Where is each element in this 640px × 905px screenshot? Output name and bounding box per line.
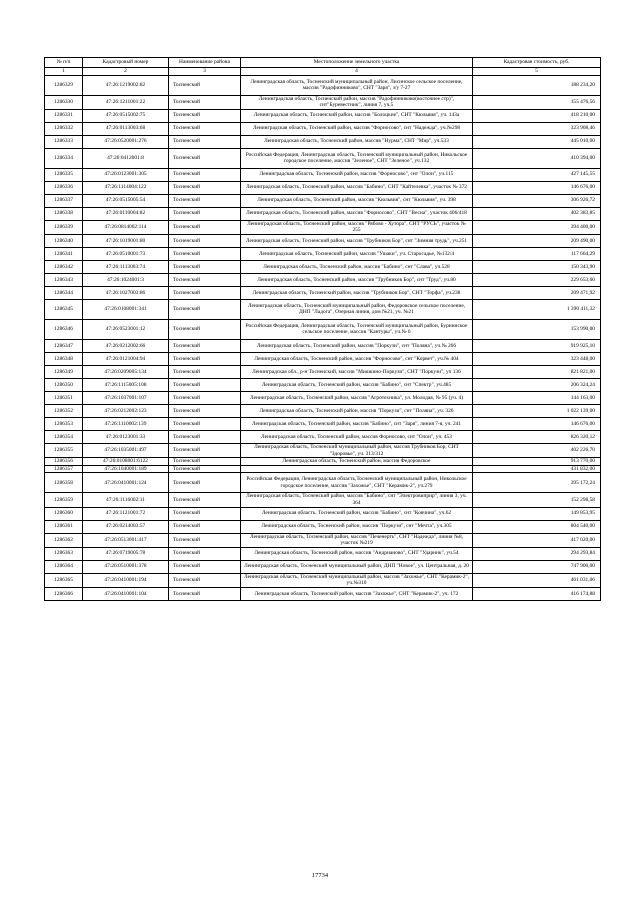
district-name-cell: Тосненский (169, 95, 241, 109)
district-name-cell: Тосненский (169, 473, 241, 493)
cadastral-cost-cell: 206 324,24 (473, 378, 601, 391)
row-number-cell: 1286366 (45, 587, 83, 600)
row-number-cell: 1286352 (45, 404, 83, 417)
table-row (45, 443, 601, 457)
cadastral-number-cell: 47:26:0510001:73 (83, 247, 169, 260)
table-row (45, 148, 601, 168)
table-row (45, 135, 601, 148)
cadastral-number-cell: 47:26:1116002:11 (83, 493, 169, 507)
cadastral-cost-cell: 804 540,00 (473, 520, 601, 533)
location-cell: Ленинградская область, Тосненский район, массив "Форносово", снт "Надежда", уч.№298 (241, 122, 473, 135)
district-name-cell: Тосненский (169, 352, 241, 365)
row-number-cell: 1286331 (45, 109, 83, 122)
table-row (45, 220, 601, 234)
cadastral-cost-cell: 1 022 139,00 (473, 404, 601, 417)
district-name-cell: Тосненский (169, 260, 241, 273)
district-name-cell: Тосненский (169, 286, 241, 299)
cadastral-cost-cell: 410 394,00 (473, 148, 601, 168)
table-row (45, 430, 601, 443)
cadastral-number-cell: 47:26:1037001:107 (83, 391, 169, 404)
location-cell: Ленинградская обл., р-н Тосненский, массив "Мишкино-Поркузи", СНТ "Поркузи", уч 136 (241, 365, 473, 378)
row-number-cell: 1286336 (45, 181, 83, 194)
district-name-cell: Тосненский (169, 220, 241, 234)
location-cell: Ленинградская область, Тосненский район, массив "Рябово - Хутора", СНТ "РУСЬ", участок № 255 (241, 220, 473, 234)
cadastral-number-cell: 47:26:0515005:54 (83, 194, 169, 207)
district-name-cell: Тосненский (169, 319, 241, 339)
cadastral-cost-cell: 150 343,90 (473, 260, 601, 273)
row-number-cell: 1286357 (45, 465, 83, 473)
location-cell: Ленинградская область, Тосненский район, массив "Форносово", снт "Корвет", уч.№ 404 (241, 352, 473, 365)
cadastral-cost-cell: 826 320,12 (473, 430, 601, 443)
location-cell: Ленинградская область, Тосненский район, массив "Бабино", снт "Слава", уч.528 (241, 260, 473, 273)
district-name-cell: Тосненский (169, 417, 241, 430)
district-name-cell: Тосненский (169, 391, 241, 404)
cadastral-number-cell: 47:26:0523001:12 (83, 319, 169, 339)
cadastral-cost-cell: 294 293,84 (473, 547, 601, 560)
column-index-2: 2 (83, 68, 169, 76)
location-cell: Ленинградская область, Тосненский район, массив "Бабино", снт "Электровиприр", линия 3, уч. 364 (241, 493, 473, 507)
district-name-cell: Тосненский (169, 273, 241, 286)
location-cell: Ленинградская область, Тосненский район, массив "Болоцкие", СНТ "Кюльвия", уч. 143а (241, 109, 473, 122)
table-row (45, 95, 601, 109)
cadastral-value-table-sheet (44, 57, 600, 601)
district-name-cell: Тосненский (169, 194, 241, 207)
table-row (45, 122, 601, 135)
table-row (45, 493, 601, 507)
row-number-cell: 1286344 (45, 286, 83, 299)
location-cell: Российская Федерация, Ленинградская область,Тосненский муниципальный район, Никольское городское поселение, массив "Захожье", СНТ "Керамик-2", уч.279 (241, 473, 473, 493)
cadastral-cost-cell: 146 676,00 (473, 417, 601, 430)
cadastral-cost-cell: 913 770,00 (473, 458, 601, 466)
row-number-cell: 1286365 (45, 573, 83, 587)
district-name-cell: Тосненский (169, 234, 241, 247)
cadastral-number-cell: 47:26:0108001:341 (83, 299, 169, 319)
table-row (45, 339, 601, 352)
table-row (45, 520, 601, 533)
cadastral-cost-cell: 919 925,10 (473, 339, 601, 352)
cadastral-cost-cell: 402 383,85 (473, 207, 601, 220)
cadastral-cost-cell: 445 010,00 (473, 135, 601, 148)
cadastral-cost-cell: 461 031,06 (473, 573, 601, 587)
table-row (45, 181, 601, 194)
page-number: 17734 (311, 872, 329, 879)
table-row (45, 260, 601, 273)
row-number-cell: 1286359 (45, 493, 83, 507)
cadastral-number-cell: 47:26:0209005:134 (83, 365, 169, 378)
location-cell: Ленинградская область, Тосненский район, массив "Поркузи", снт "Поляна", уч. 326 (241, 404, 473, 417)
district-name-cell: Тосненский (169, 365, 241, 378)
table-row (45, 391, 601, 404)
table-row (45, 587, 601, 600)
cadastral-number-cell: 47:26:0212002:66 (83, 339, 169, 352)
location-cell: Ленинградская область, Тосненский район, массив "Форносово", снт "Олон", уч.115 (241, 168, 473, 181)
row-number-cell: 1286330 (45, 95, 83, 109)
table-row (45, 247, 601, 260)
cadastral-cost-cell: 117 664,29 (473, 247, 601, 260)
district-name-cell: Тосненский (169, 520, 241, 533)
table-body (45, 75, 601, 600)
cadastral-number-cell: 47:26:0719005:78 (83, 547, 169, 560)
cadastral-number-cell: 47:26:0412001:8 (83, 148, 169, 168)
location-cell: Ленинградская область, Тосненский район, массив "Бабино", снт "Заря", линия 7-я, уч. 241 (241, 417, 473, 430)
district-name-cell: Тосненский (169, 247, 241, 260)
row-number-cell: 1286363 (45, 547, 83, 560)
district-name-cell: Тосненский (169, 507, 241, 520)
table-row (45, 378, 601, 391)
cadastral-number-cell: 47:26:0410001:104 (83, 587, 169, 600)
cadastral-cost-cell: 152 298,58 (473, 493, 601, 507)
table-header-row (45, 58, 601, 68)
table-row (45, 319, 601, 339)
cadastral-number-cell: 47:26:0410001:194 (83, 573, 169, 587)
district-name-cell: Тосненский (169, 122, 241, 135)
location-cell (241, 465, 473, 473)
district-name-cell: Тосненский (169, 458, 241, 466)
table-row (45, 286, 601, 299)
district-name-cell: Тосненский (169, 168, 241, 181)
district-name-cell: Тосненский (169, 443, 241, 457)
district-name-cell: Тосненский (169, 465, 241, 473)
column-index-1: 1 (45, 68, 83, 76)
cadastral-cost-cell: 209 471,92 (473, 286, 601, 299)
cadastral-value-table (44, 57, 601, 601)
cadastral-number-cell: 47:26:0123001:33 (83, 430, 169, 443)
location-cell: Ленинградская область, Тосненский район, массив "Захожье", СНТ "Керамик-2", уч. 172 (241, 587, 473, 600)
cadastral-number-cell: 47:26:1211001:22 (83, 95, 169, 109)
location-cell: Ленинградская область, Тосненский район, массив Форносово, снт "Олон", уч. 453 (241, 430, 473, 443)
cadastral-number-cell: 47:26:1113003:74 (83, 260, 169, 273)
row-number-cell: 1286348 (45, 352, 83, 365)
cadastral-number-cell: 47:26:1019001:80 (83, 234, 169, 247)
cadastral-cost-cell: 306 926,72 (473, 194, 601, 207)
row-number-cell: 1286339 (45, 220, 83, 234)
cadastral-cost-cell: 323 448,00 (473, 352, 601, 365)
table-row (45, 352, 601, 365)
cadastral-cost-cell: 153 990,00 (473, 319, 601, 339)
cadastral-cost-cell: 402 226,70 (473, 443, 601, 457)
cadastral-number-cell: 47:26:0510001:378 (83, 560, 169, 573)
location-cell: Ленинградская область, Тосненский муниципальный район, Лисинское сельское поселение, массив "Радофинниково", СНТ "Заря", з/у 7-27 (241, 75, 473, 95)
table-row (45, 273, 601, 286)
row-number-cell: 1286360 (45, 507, 83, 520)
location-cell: Ленинградская область, Тосненский район, массив Федоровское (241, 458, 473, 466)
district-name-cell: Тосненский (169, 533, 241, 547)
cadastral-cost-cell: 821 821,00 (473, 365, 601, 378)
location-cell: Ленинградская область, Тосненский район, массив "Радофинниково(восточнее стр)", снт"Буревестник", линия 7, уч.5 (241, 95, 473, 109)
district-name-cell: Тосненский (169, 181, 241, 194)
location-cell: Ленинградская область, Тосненский муниципальный район, Федоровское сельское поселение, ДНП "Ладога", Озерная линия, дом №21, уч. №21 (241, 299, 473, 319)
table-row (45, 417, 601, 430)
cadastral-number-cell: 47:26:1115005:108 (83, 378, 169, 391)
location-cell: Ленинградская область, Тосненский район, массив "Ушаки", уч. Старосадье, №132/4 (241, 247, 473, 260)
cadastral-cost-cell: 323 908,46 (473, 122, 601, 135)
table-row (45, 194, 601, 207)
row-number-cell: 1286347 (45, 339, 83, 352)
table-row (45, 573, 601, 587)
cadastral-cost-cell: 188 234,20 (473, 75, 601, 95)
district-name-cell: Тосненский (169, 547, 241, 560)
row-number-cell: 1286350 (45, 378, 83, 391)
row-number-cell: 1286342 (45, 260, 83, 273)
table-row (45, 507, 601, 520)
location-cell: Ленинградская область, Тосненский район, массив "Агротехника", ул. Молодая, № 95 (уч. 4) (241, 391, 473, 404)
location-cell: Российская Федерация, Ленинградская область, Тосненский муниципальный район, Никольское городское поселение, массив "Зеленое", СНТ "Зеленое", уч.132 (241, 148, 473, 168)
row-number-cell: 1286353 (45, 417, 83, 430)
cadastral-cost-cell: 149 853,95 (473, 507, 601, 520)
cadastral-cost-cell: 431 832,00 (473, 465, 601, 473)
table-row (45, 473, 601, 493)
location-cell: Ленинградская область, Тосненский район, массив "Трубников Бор", снт "Зимняя трудь", уч.251 (241, 234, 473, 247)
row-number-cell: 1286345 (45, 299, 83, 319)
table-row (45, 207, 601, 220)
cadastral-number-cell: 47:26:0214003:57 (83, 520, 169, 533)
cadastral-cost-cell: 155 476,56 (473, 95, 601, 109)
table-row (45, 458, 601, 466)
row-number-cell: 1286340 (45, 234, 83, 247)
cadastral-number-cell: 47:26:0814002:114 (83, 220, 169, 234)
cadastral-cost-cell: 416 174,88 (473, 587, 601, 600)
district-name-cell: Тосненский (169, 135, 241, 148)
cadastral-number-cell: 47:26:1114004:122 (83, 181, 169, 194)
cadastral-number-cell: 47:26:1121001:72 (83, 507, 169, 520)
row-number-cell: 1286337 (45, 194, 83, 207)
row-number-cell: 1286361 (45, 520, 83, 533)
cadastral-number-cell: 47:26:1219002:82 (83, 75, 169, 95)
row-number-cell: 1286364 (45, 560, 83, 573)
header-cadastral-number: Кадастровый номер (83, 58, 169, 68)
table-row (45, 365, 601, 378)
district-name-cell: Тосненский (169, 404, 241, 417)
district-name-cell: Тосненский (169, 148, 241, 168)
location-cell: Ленинградская область, Тосненский район, массив "Нурма", СНТ "Мир", уч.533 (241, 135, 473, 148)
row-number-cell: 1286355 (45, 443, 83, 457)
location-cell: Ленинградская область, Тосненский район, массив "Кюльвия", снт "Кюльвия", уч. 398 (241, 194, 473, 207)
location-cell: Ленинградская область, Тосненский район, массив "Поркузи", снт "Мечта", уч.305 (241, 520, 473, 533)
location-cell: Ленинградская область, Тосненский район, массив "Андрианово", СНТ "Ударник", уч.54 (241, 547, 473, 560)
location-cell: Российская Федерация, Ленинградская область, Тосненский муниципальный район, Бурнинское сельское поселение, массив "Кантуры", уч.№ 6 (241, 319, 473, 339)
table-row (45, 109, 601, 122)
table-row (45, 168, 601, 181)
district-name-cell: Тосненский (169, 207, 241, 220)
cadastral-number-cell: 47:26:0520001:276 (83, 135, 169, 148)
cadastral-cost-cell: 395 172,24 (473, 473, 601, 493)
column-index-5: 5 (473, 68, 601, 76)
row-number-cell: 1286351 (45, 391, 83, 404)
cadastral-number-cell: 47:26:0113003:68 (83, 122, 169, 135)
cadastral-number-cell: 47:26:0121004:94 (83, 352, 169, 365)
district-name-cell: Тосненский (169, 109, 241, 122)
cadastral-cost-cell: 418 210,00 (473, 109, 601, 122)
location-cell: Ленинградская область, Тосненский муниципальный район, ДНП "Новое", ул. Центральная, д. 20 (241, 560, 473, 573)
table-row (45, 533, 601, 547)
cadastral-cost-cell: 146 676,00 (473, 181, 601, 194)
cadastral-cost-cell: 144 163,00 (473, 391, 601, 404)
cadastral-number-cell: 47:26:0212002:123 (83, 404, 169, 417)
location-cell: Ленинградская область, Тосненский район, массив "Бабино", снт "Спектр", уч.485 (241, 378, 473, 391)
cadastral-number-cell: 47:26:1110002:139 (83, 417, 169, 430)
location-cell: Ленинградская область, Тосненский район, массив "Трубников Бор", снт "Труд", уч.80 (241, 273, 473, 286)
cadastral-cost-cell: 427 145,55 (473, 168, 601, 181)
table-row (45, 560, 601, 573)
column-index-3: 3 (169, 68, 241, 76)
row-number-cell: 1286332 (45, 122, 83, 135)
cadastral-number-cell: 47:26:0515002:75 (83, 109, 169, 122)
row-number-cell: 1286346 (45, 319, 83, 339)
cadastral-cost-cell: 394 400,00 (473, 220, 601, 234)
cadastral-cost-cell: 417 020,00 (473, 533, 601, 547)
district-name-cell: Тосненский (169, 573, 241, 587)
district-name-cell: Тосненский (169, 493, 241, 507)
row-number-cell: 1286343 (45, 273, 83, 286)
location-cell: Ленинградская область, Тосненский район, массив "Форносово", СНТ "Весна", участок 406/418 (241, 207, 473, 220)
header-district-name: Наименование района (169, 58, 241, 68)
location-cell: Ленинградская область, Тосненский муниципальный район, массив Трубников Бор, СНТ "Здоровье", уч. 313/312 (241, 443, 473, 457)
cadastral-number-cell: 47:26:1040001:189 (83, 465, 169, 473)
cadastral-number-cell: 47:26:0110004:82 (83, 207, 169, 220)
column-index-4: 4 (241, 68, 473, 76)
table-row (45, 465, 601, 473)
row-number-cell: 1286362 (45, 533, 83, 547)
cadastral-number-cell: 47:26:0513001:417 (83, 533, 169, 547)
location-cell: Ленинградская область, Тосненский район, массив "Поркузи", снт "Поляна", уч.№ 266 (241, 339, 473, 352)
header-cadastral-cost: Кадастровая стоимость, руб. (473, 58, 601, 68)
cadastral-cost-cell: 229 653,60 (473, 273, 601, 286)
cadastral-number-cell: 47:26:1027003:86 (83, 286, 169, 299)
table-row (45, 234, 601, 247)
row-number-cell: 1286354 (45, 430, 83, 443)
cadastral-cost-cell: 209 490,00 (473, 234, 601, 247)
district-name-cell: Тосненский (169, 587, 241, 600)
location-cell: Ленинградская область, Тосненский муниципальный район, массив "Захожье", СНТ "Керамик-2", уч.№310 (241, 573, 473, 587)
table-row (45, 547, 601, 560)
district-name-cell: Тосненский (169, 378, 241, 391)
table-row (45, 75, 601, 95)
row-number-cell: 1286329 (45, 75, 83, 95)
table-row (45, 299, 601, 319)
header-row-number: № п/п (45, 58, 83, 68)
location-cell: Ленинградская область, Тосненский район, массив "Бабино", снт "Ковчина", уч.62 (241, 507, 473, 520)
row-number-cell: 1286333 (45, 135, 83, 148)
table-column-index-row (45, 68, 601, 76)
row-number-cell: 1286338 (45, 207, 83, 220)
cadastral-number-cell: 47:26:1035001:497 (83, 443, 169, 457)
location-cell: Ленинградская область, Тосненский район, массив "Печенерть", СНТ "Надежда", линия №8, участок №219 (241, 533, 473, 547)
district-name-cell: Тосненский (169, 299, 241, 319)
cadastral-cost-cell: 1 390 411,32 (473, 299, 601, 319)
district-name-cell: Тосненский (169, 339, 241, 352)
location-cell: Ленинградская область, Тосненский район, массив "Трубников Бор", СНТ "Торфа", уч.238 (241, 286, 473, 299)
location-cell: Ленинградская область, Тосненский район, массив "Бабино", СНТ "Кайтелевка", участок № 372 (241, 181, 473, 194)
district-name-cell: Тосненский (169, 430, 241, 443)
district-name-cell: Тосненский (169, 560, 241, 573)
cadastral-number-cell: 47:26:0123001:305 (83, 168, 169, 181)
header-land-location: Местоположение земельного участка (241, 58, 473, 68)
cadastral-number-cell: 47:26:0108001:6122 (83, 458, 169, 466)
cadastral-cost-cell: 747 900,00 (473, 560, 601, 573)
row-number-cell: 1286334 (45, 148, 83, 168)
row-number-cell: 1286349 (45, 365, 83, 378)
row-number-cell: 1286341 (45, 247, 83, 260)
row-number-cell: 1286335 (45, 168, 83, 181)
cadastral-number-cell: 47:26:0410001:124 (83, 473, 169, 493)
row-number-cell: 1286356 (45, 458, 83, 466)
cadastral-number-cell: 47:26:1024001:3 (83, 273, 169, 286)
district-name-cell: Тосненский (169, 75, 241, 95)
table-row (45, 404, 601, 417)
row-number-cell: 1286358 (45, 473, 83, 493)
